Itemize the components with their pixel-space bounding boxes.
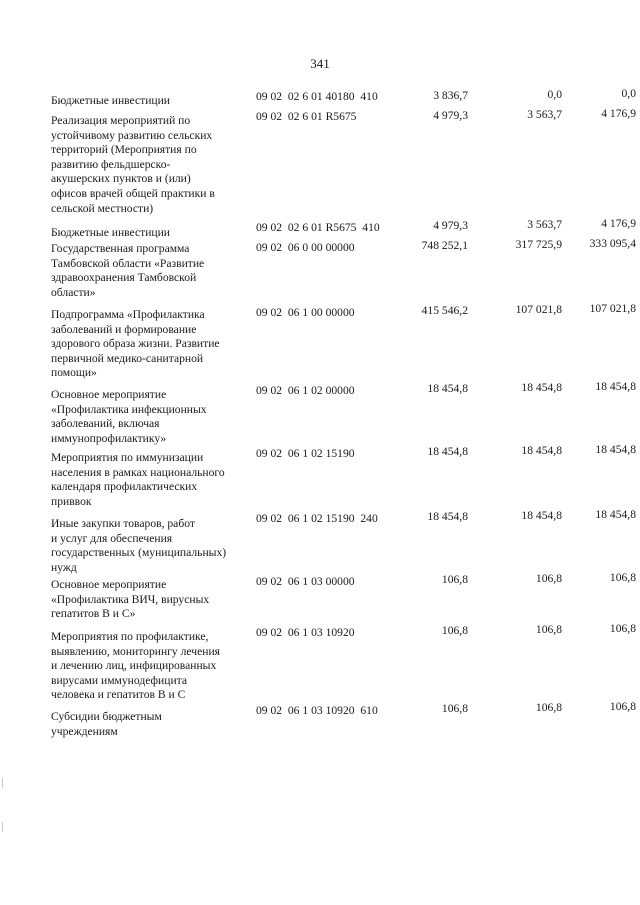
row-code: 09 02 06 0 00 00000 [256, 241, 355, 254]
row-value-3: 106,8 [609, 571, 636, 584]
row-code: 09 02 06 1 02 15190 [256, 447, 355, 460]
row-value-1: 106,8 [441, 702, 468, 715]
row-value-2: 106,8 [535, 572, 562, 585]
row-name: Подпрограмма «Профилактика заболеваний и формирование здорового образа жизни. Развитие первичной медико-санитарной помощи» [51, 308, 220, 380]
row-value-3: 18 454,8 [595, 443, 636, 456]
row-name: Реализация мероприятий по устойчивому развитию сельских территорий (Мероприятия по развитию фельдшерско- акушерских пунктов и (или) офисов врачей общей практики в сельской местности) [51, 114, 215, 215]
row-value-1: 3 836,7 [433, 89, 468, 102]
row-value-3: 0,0 [621, 87, 636, 100]
row-code: 09 02 06 1 03 00000 [256, 575, 355, 588]
row-value-1: 18 454,8 [427, 445, 468, 458]
row-value-3: 18 454,8 [595, 380, 636, 393]
row-value-2: 18 454,8 [521, 509, 562, 522]
row-value-3: 106,8 [609, 622, 636, 635]
row-name: Бюджетные инвестиции [51, 94, 171, 107]
row-code: 09 02 02 6 01 R5675 410 [256, 221, 380, 234]
row-code: 09 02 02 6 01 40180 410 [256, 90, 378, 103]
row-value-1: 4 979,3 [433, 109, 468, 122]
row-value-2: 106,8 [535, 701, 562, 714]
row-value-2: 107 021,8 [515, 303, 562, 316]
row-value-1: 18 454,8 [427, 382, 468, 395]
row-value-1: 106,8 [441, 573, 468, 586]
row-value-1: 18 454,8 [427, 510, 468, 523]
row-value-2: 317 725,9 [515, 238, 562, 251]
row-name: Основное мероприятие «Профилактика инфекционных заболеваний, включая иммунопрофилактику» [51, 388, 207, 445]
scan-edge-mark [2, 778, 3, 788]
row-value-1: 748 252,1 [421, 239, 468, 252]
row-name: Мероприятия по профилактике, выявлению, мониторингу лечения и лечению лиц, инфицированных вирусами иммунодефицита человека и гепатитов В и С [51, 630, 220, 702]
row-code: 09 02 02 6 01 R5675 [256, 110, 357, 123]
row-value-3: 4 176,9 [601, 107, 636, 120]
row-value-2: 18 454,8 [521, 444, 562, 457]
row-name: Основное мероприятие «Профилактика ВИЧ, вирусных гепатитов В и С» [51, 578, 210, 621]
row-code: 09 02 06 1 02 15190 240 [256, 512, 378, 525]
row-value-3: 107 021,8 [589, 302, 636, 315]
row-value-3: 18 454,8 [595, 508, 636, 521]
row-name: Государственная программа Тамбовской области «Развитие здравоохранения Тамбовской области» [51, 242, 205, 299]
row-code: 09 02 06 1 03 10920 610 [256, 704, 378, 717]
row-code: 09 02 06 1 03 10920 [256, 626, 355, 639]
row-code: 09 02 06 1 00 00000 [256, 306, 355, 319]
row-code: 09 02 06 1 02 00000 [256, 384, 355, 397]
row-name: Иные закупки товаров, работ и услуг для обеспечения государственных (муниципальных) нужд [51, 517, 227, 574]
row-value-1: 415 546,2 [421, 304, 468, 317]
page-number: 341 [310, 56, 330, 71]
row-value-2: 3 563,7 [527, 218, 562, 231]
row-value-1: 106,8 [441, 624, 468, 637]
row-value-3: 4 176,9 [601, 217, 636, 230]
row-value-3: 333 095,4 [589, 237, 636, 250]
row-value-2: 18 454,8 [521, 381, 562, 394]
row-value-2: 3 563,7 [527, 108, 562, 121]
row-value-3: 106,8 [609, 700, 636, 713]
row-value-1: 4 979,3 [433, 219, 468, 232]
row-value-2: 0,0 [547, 88, 562, 101]
row-name: Бюджетные инвестиции [51, 226, 171, 239]
row-name: Мероприятия по иммунизации населения в рамках национального календаря профилактических приввок [51, 451, 225, 508]
scan-edge-mark [2, 822, 3, 832]
row-value-2: 106,8 [535, 623, 562, 636]
row-name: Субсидии бюджетным учреждениям [51, 710, 162, 738]
